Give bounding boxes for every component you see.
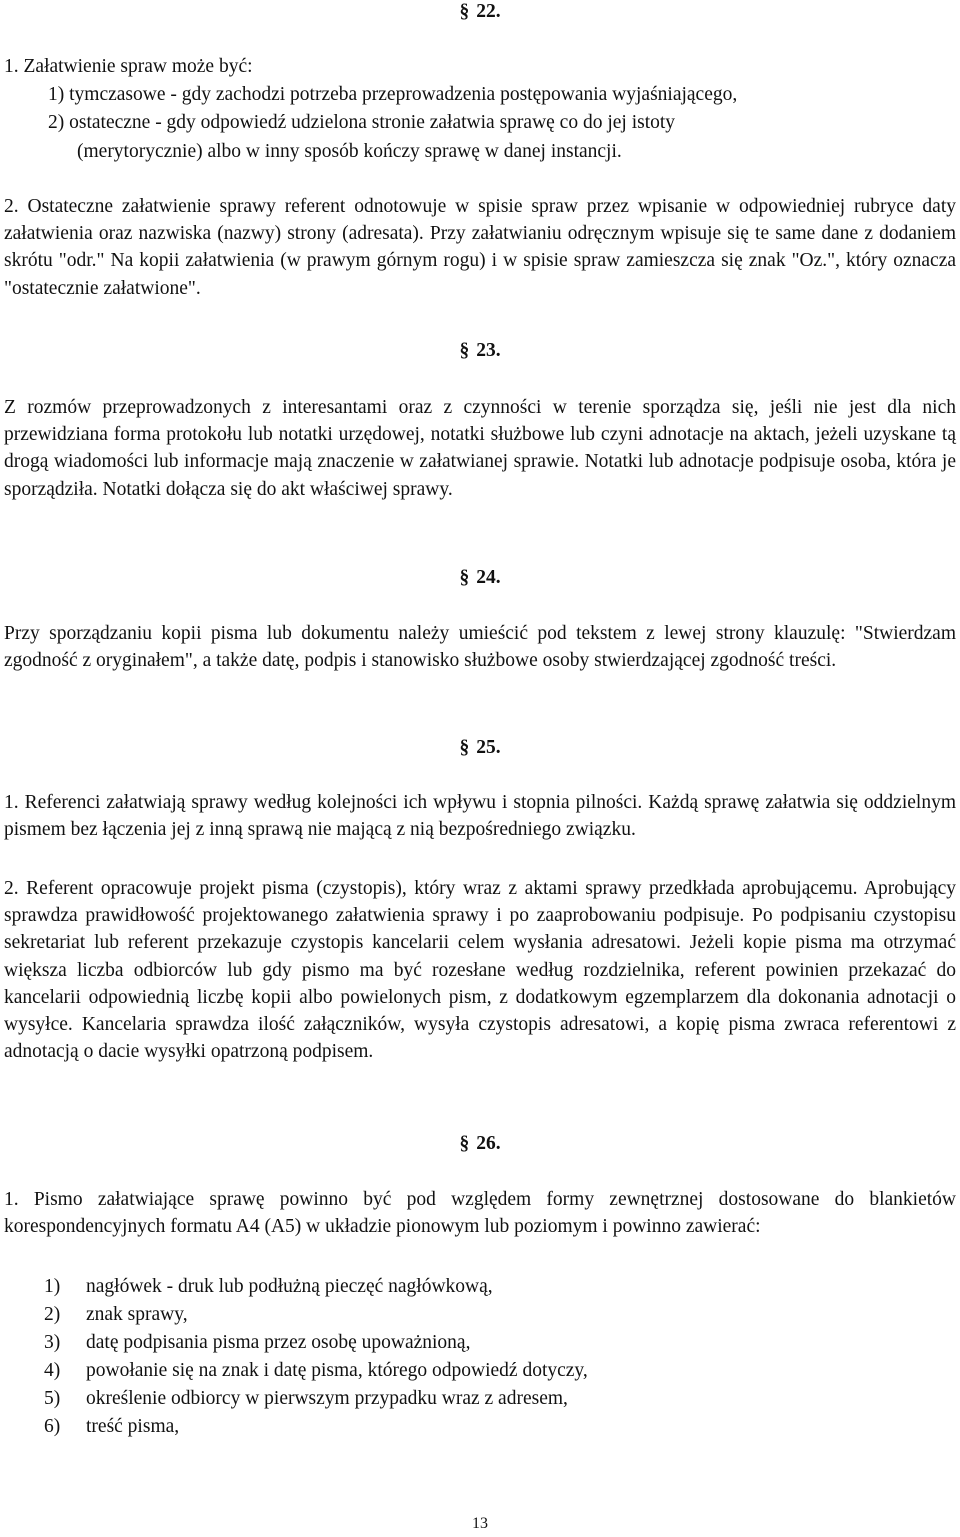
section-heading-25 [0, 736, 960, 760]
list-text: datę podpisania pisma przez osobę upoważnioną, [86, 1332, 471, 1353]
list-text: znak sprawy, [86, 1304, 188, 1325]
section-heading-22 [0, 0, 960, 24]
s22-item-2: 2) ostateczne - gdy odpowiedź udzielona stronie załatwia sprawę co do jej istoty [48, 112, 676, 133]
s22-item-2-cont: (merytorycznie) albo w inny sposób kończy sprawę w danej instancji. [77, 141, 622, 162]
list-number: 6) [44, 1416, 61, 1437]
s26-list-item [44, 1301, 944, 1328]
list-number: 3) [44, 1332, 61, 1353]
list-text: treść pisma, [86, 1416, 180, 1437]
section-heading-23 [0, 339, 960, 363]
section-symbol: § [459, 340, 470, 361]
list-text: nagłówek - druk lub podłużną pieczęć nagłówkową, [86, 1276, 493, 1297]
section-number: 25. [476, 737, 501, 758]
list-number: 1) [44, 1276, 61, 1297]
section-number: 23. [476, 340, 501, 361]
list-number: 2) [44, 1304, 61, 1325]
list-text: określenie odbiorcy w pierwszym przypadku wraz z adresem, [86, 1388, 568, 1409]
section-symbol: § [459, 737, 470, 758]
page-number: 13 [472, 1515, 488, 1532]
s26-paragraph-1: 1. Pismo załatwiające sprawę powinno być pod względem formy zewnętrznej dostosowane do blankietów korespondencyjnych formatu A4 (A5) w układzie pionowym lub poziomym i powinno zawierać: [4, 1189, 956, 1238]
section-heading-24 [0, 566, 960, 590]
s25-paragraph-2: 2. Referent opracowuje projekt pisma (czystopis), który wraz z aktami sprawy przedkłada aprobującemu. Aprobujący sprawdza prawidłowość projektowanego załatwienia sprawy i po zaaprobowaniu podpisuje. Po podpisaniu czystopisu sekretariat lub referent przekazuje czystopis kancelarii celem wysłania adresatowi. Jeżeli kopie pisma ma otrzymać większa liczba odbiorców lub gdy pismo ma być rozesłane według rozdzielnika, referent powinien przekazać do kancelarii odpowiednią liczbę kopii albo powielonych pism, z dodatkowym egzemplarzem dla dokonania adnotacji o wysyłce. Kancelaria sprawdza ilość załączników, wysyła czystopis adresatowi, a kopię pisma zwraca referentowi z adnotacją o dacie wysyłki opatrzoną podpisem. [4, 878, 956, 1063]
s26-list-item [44, 1357, 944, 1384]
list-number: 5) [44, 1388, 61, 1409]
s23-paragraph-1: Z rozmów przeprowadzonych z interesantami oraz z czynności w terenie sporządza się, jeśli nie jest dla nich przewidziana forma protokołu lub notatki urzędowej, notatki służbowe lub czyni adnotacje na aktach, jeżeli uzyskane tą drogą wiadomości lub informacje mają znaczenie w załatwianej sprawie. Notatki lub adnotacje podpisuje osoba, która je sporządziła. Notatki dołącza się do akt właściwej sprawy. [4, 397, 956, 500]
section-number: 24. [476, 567, 501, 588]
section-heading-26 [0, 1132, 960, 1156]
section-number: 22. [476, 1, 501, 22]
section-symbol: § [459, 1133, 470, 1154]
s26-list-item [44, 1273, 944, 1300]
s25-paragraph-1: 1. Referenci załatwiają sprawy według kolejności ich wpływu i stopnia pilności. Każdą sprawę załatwia się oddzielnym pismem bez łączenia jej z inną sprawą nie mającą z nią bezpośredniego związku. [4, 792, 956, 841]
section-number: 26. [476, 1133, 501, 1154]
s26-list-item [44, 1413, 944, 1440]
s26-list-item [44, 1329, 944, 1356]
s22-item-1: 1) tymczasowe - gdy zachodzi potrzeba przeprowadzenia postępowania wyjaśniającego, [48, 84, 738, 105]
list-number: 4) [44, 1360, 61, 1381]
s22-p1-intro: 1. Załatwienie spraw może być: [4, 56, 253, 77]
s26-list-item [44, 1385, 944, 1412]
section-symbol: § [459, 1, 470, 22]
list-text: powołanie się na znak i datę pisma, którego odpowiedź dotyczy, [86, 1360, 588, 1381]
s22-paragraph-2: 2. Ostateczne załatwienie sprawy referent odnotowuje w spisie spraw przez wpisanie w odpowiedniej rubryce daty załatwienia oraz nazwiska (nazwy) strony (adresata). Przy załatwianiu odręcznym wpisuje się te same dane z dodaniem skrótu "odr." Na kopii załatwienia (w prawym górnym rogu) i w spisie spraw zamieszcza się znak "Oz.", który oznacza "ostatecznie załatwione". [4, 196, 956, 299]
section-symbol: § [459, 567, 470, 588]
s24-paragraph-1: Przy sporządzaniu kopii pisma lub dokumentu należy umieścić pod tekstem z lewej strony klauzulę: "Stwierdzam zgodność z oryginałem", a także datę, podpis i stanowisko służbowe osoby stwierdzającej zgodność treści. [4, 623, 956, 672]
